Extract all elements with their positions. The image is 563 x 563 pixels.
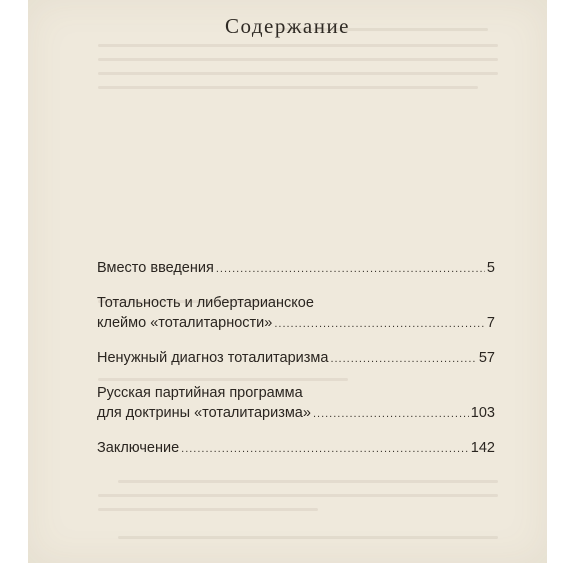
- toc-page-number: 5: [486, 260, 495, 276]
- toc-entry: [97, 258, 495, 279]
- toc-entry: [97, 438, 495, 459]
- toc-entry-title: для доктрины «тоталитаризма»: [97, 405, 311, 421]
- dot-leader: [313, 404, 469, 424]
- dot-leader: [181, 439, 469, 459]
- toc-line: [97, 403, 495, 424]
- toc-entry-title: Вместо введения: [97, 260, 214, 276]
- show-through-line: [98, 72, 498, 75]
- book-page: [28, 0, 547, 563]
- dot-leader: [216, 259, 485, 279]
- toc-line: [97, 313, 495, 334]
- toc-entry-title: клеймо «тоталитарности»: [97, 315, 273, 331]
- dot-leader: [274, 314, 485, 334]
- show-through-line: [98, 86, 478, 89]
- toc-page-number: 142: [470, 440, 495, 456]
- table-of-contents: [97, 258, 495, 473]
- page-title: Содержание: [224, 14, 351, 38]
- dot-leader: [330, 349, 476, 369]
- toc-line: [97, 258, 495, 279]
- toc-entry-title: Заключение: [97, 440, 180, 456]
- toc-entry-title: Ненужный диагноз тоталитаризма: [97, 350, 329, 366]
- show-through-line: [98, 44, 498, 47]
- show-through-line: [98, 494, 498, 497]
- toc-line: [97, 348, 495, 369]
- toc-page-number: 7: [486, 315, 495, 331]
- toc-line: [97, 438, 495, 459]
- toc-page-number: 103: [470, 405, 495, 421]
- toc-line: [97, 293, 495, 313]
- show-through-line: [118, 480, 498, 483]
- toc-entry-title-line: Русская партийная программа: [97, 385, 303, 401]
- toc-entry: [97, 348, 495, 369]
- show-through-line: [98, 508, 318, 511]
- toc-entry: [97, 383, 495, 424]
- toc-entry-title-line: Тотальность и либертарианское: [97, 295, 314, 311]
- toc-entry: [97, 293, 495, 334]
- toc-page-number: 57: [478, 350, 495, 366]
- show-through-line: [98, 58, 498, 61]
- toc-line: [97, 383, 495, 403]
- show-through-line: [118, 536, 498, 539]
